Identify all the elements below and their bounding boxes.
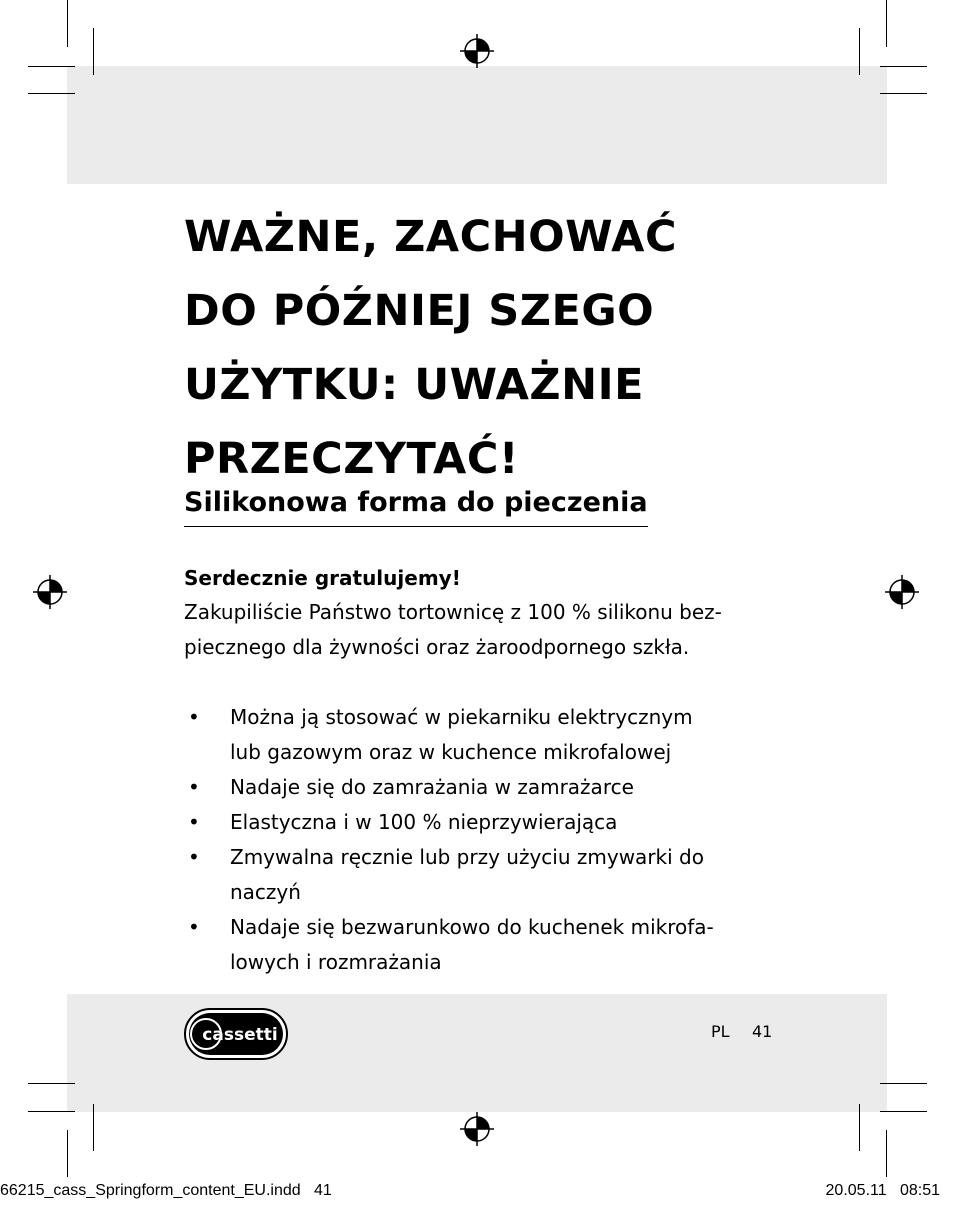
- title-line: PRZECZYTAĆ!: [184, 434, 519, 484]
- bullet-icon: •: [188, 915, 200, 939]
- registration-mark-icon: [460, 34, 494, 68]
- list-item-line: Można ją stosować w piekarniku elektrycznym: [230, 705, 693, 729]
- logo-text: cassetti: [202, 1025, 278, 1045]
- list-item: [184, 770, 784, 805]
- crop-mark: [28, 66, 75, 67]
- title-line: DO PÓŹNIEJ SZEGO: [184, 286, 655, 336]
- intro-line: piecznego dla żywności oraz żaroodpornego szkła.: [184, 635, 690, 659]
- title-line: WAŻNE, ZACHOWAĆ: [184, 212, 678, 262]
- crop-mark: [93, 1104, 94, 1151]
- list-item-line: lub gazowym oraz w kuchence mikrofalowej: [230, 740, 672, 764]
- language-code: PL: [711, 1022, 730, 1041]
- section-title: Silikonowa forma do pieczenia: [184, 484, 648, 527]
- list-item-line: lowych i rozmrażania: [230, 950, 442, 974]
- top-band: [67, 66, 887, 184]
- file-slug: 66215_cass_Springform_content_EU.indd 41: [0, 1182, 332, 1199]
- page-number: 41: [752, 1022, 773, 1041]
- greeting: Serdecznie gratulujemy!: [184, 566, 461, 590]
- crop-mark: [28, 93, 75, 94]
- crop-mark: [886, 0, 887, 47]
- intro-paragraph: [184, 595, 784, 665]
- list-item-line: naczyń: [230, 880, 301, 904]
- registration-mark-icon: [885, 575, 919, 609]
- list-item-line: Nadaje się bezwarunkowo do kuchenek mikrofa-: [230, 915, 714, 939]
- crop-mark: [880, 1111, 927, 1112]
- crop-mark: [880, 66, 927, 67]
- crop-mark: [67, 0, 68, 47]
- crop-mark: [93, 28, 94, 75]
- crop-mark: [67, 1130, 68, 1177]
- cassetti-logo-icon: [184, 1008, 288, 1060]
- bullet-icon: •: [188, 810, 200, 834]
- list-item-line: Zmywalna ręcznie lub przy użyciu zmywarki do: [230, 845, 704, 869]
- list-item-line: Elastyczna i w 100 % nieprzywierająca: [230, 810, 618, 834]
- list-item: [184, 840, 784, 910]
- registration-mark-icon: [33, 575, 67, 609]
- bullet-icon: •: [188, 705, 200, 729]
- bullet-icon: •: [188, 845, 200, 869]
- crop-mark: [880, 1083, 927, 1084]
- crop-mark: [880, 93, 927, 94]
- registration-mark-icon: [460, 1112, 494, 1146]
- date-slug: 20.05.11 08:51: [825, 1182, 940, 1199]
- crop-mark: [859, 28, 860, 75]
- list-item: [184, 805, 784, 840]
- list-item: [184, 700, 784, 770]
- list-item: [184, 910, 784, 980]
- page-title: [184, 200, 804, 496]
- intro-line: Zakupiliście Państwo tortownicę z 100 % silikonu bez-: [184, 600, 722, 624]
- crop-mark: [28, 1111, 75, 1112]
- list-item-line: Nadaje się do zamrażania w zamrażarce: [230, 775, 634, 799]
- crop-mark: [859, 1104, 860, 1151]
- crop-mark: [886, 1130, 887, 1177]
- title-line: UŻYTKU: UWAŻNIE: [184, 360, 644, 410]
- crop-mark: [28, 1083, 75, 1084]
- feature-list: [184, 700, 784, 980]
- bullet-icon: •: [188, 775, 200, 799]
